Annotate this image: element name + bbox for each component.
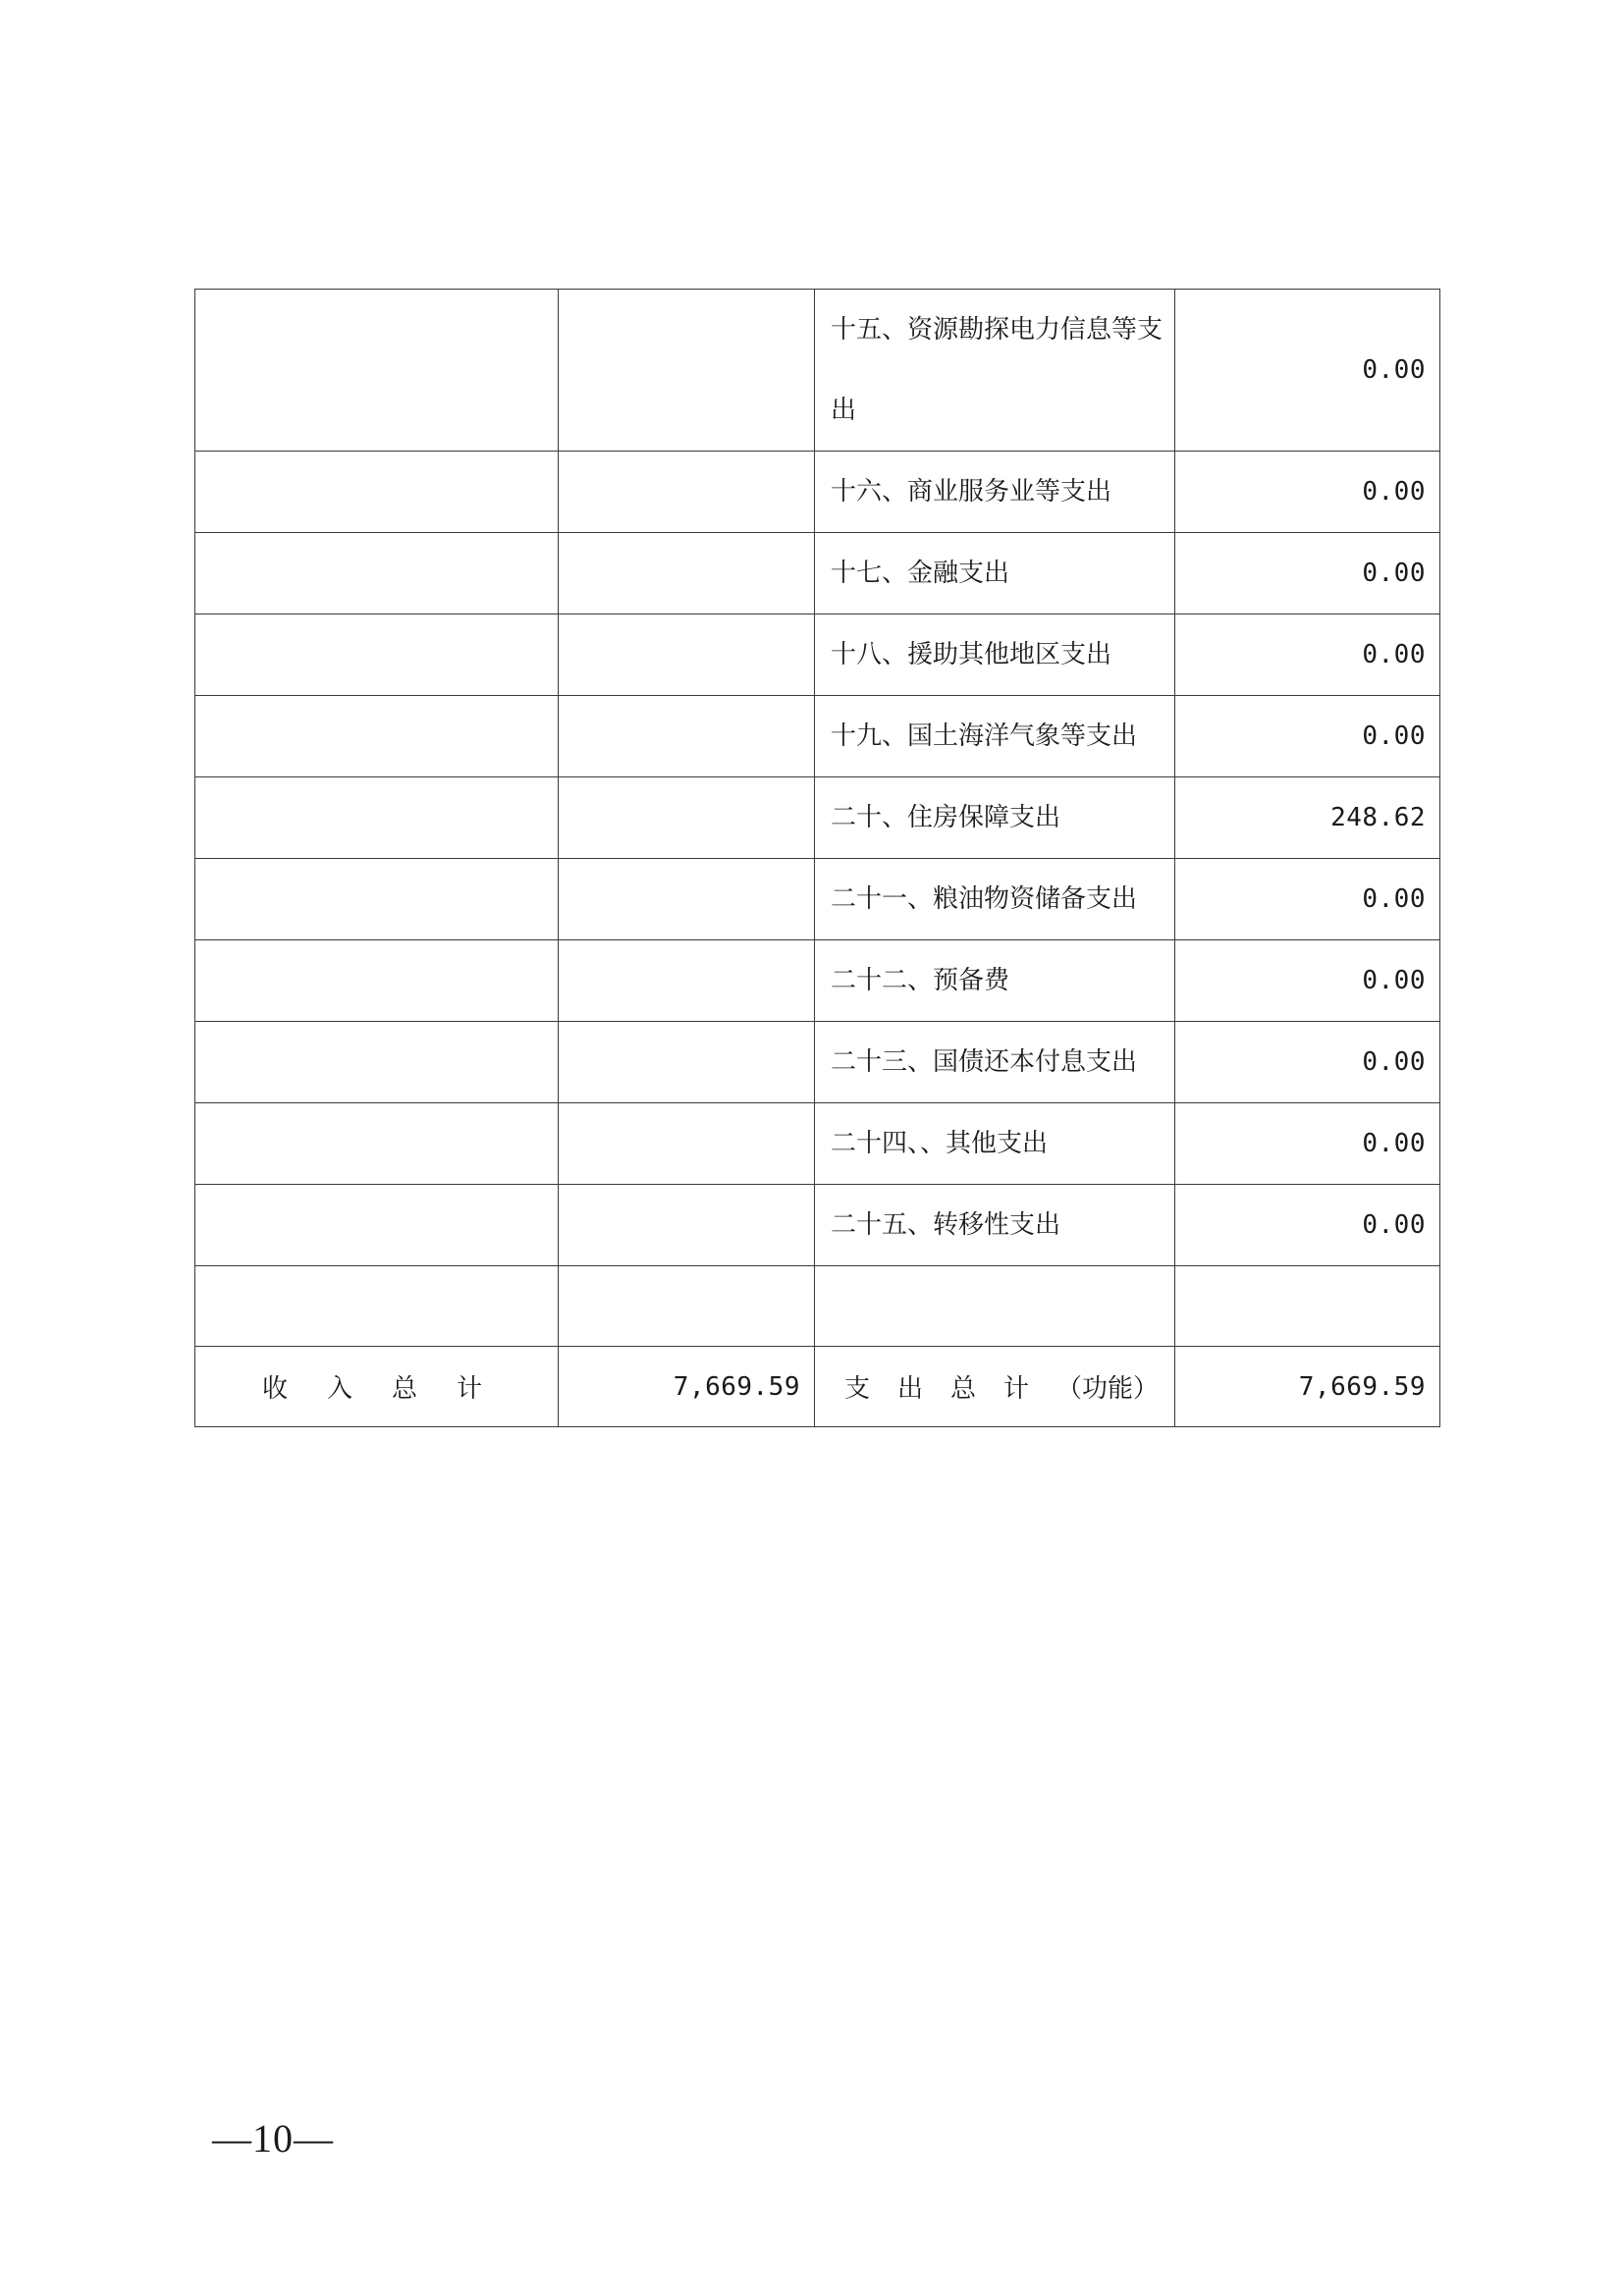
table-row	[195, 696, 1440, 777]
totals-row	[195, 1347, 1440, 1427]
expense-amount-cell: 0.00	[1175, 614, 1440, 696]
expense-item-cell: 二十、住房保障支出	[815, 777, 1175, 859]
expense-amount-cell: 0.00	[1175, 533, 1440, 614]
table-row	[195, 1022, 1440, 1103]
expense-total-label	[815, 1347, 1175, 1427]
income-item-cell	[195, 940, 559, 1022]
income-item-cell	[195, 1266, 559, 1347]
expense-item-cell: 二十五、转移性支出	[815, 1185, 1175, 1266]
expense-amount-cell	[1175, 1266, 1440, 1347]
income-item-cell	[195, 290, 559, 452]
income-amount-cell	[559, 940, 815, 1022]
income-amount-cell	[559, 290, 815, 452]
income-total-amount: 7,669.59	[559, 1347, 815, 1427]
table-row	[195, 452, 1440, 533]
income-item-cell	[195, 452, 559, 533]
income-amount-cell	[559, 777, 815, 859]
expense-item-cell: 十六、商业服务业等支出	[815, 452, 1175, 533]
expense-amount-cell: 0.00	[1175, 452, 1440, 533]
expense-item-cell	[815, 1266, 1175, 1347]
income-amount-cell	[559, 1266, 815, 1347]
table-row	[195, 533, 1440, 614]
income-amount-cell	[559, 452, 815, 533]
income-total-label: 收入总计	[195, 1347, 559, 1427]
expense-total-label-suffix: （功能）	[1056, 1374, 1160, 1404]
expense-item-cell: 十五、资源勘探电力信息等支出	[815, 290, 1175, 452]
table-row	[195, 290, 1440, 452]
income-item-cell	[195, 1022, 559, 1103]
table-row	[195, 1103, 1440, 1185]
table-row	[195, 1185, 1440, 1266]
expense-item-cell: 二十三、国债还本付息支出	[815, 1022, 1175, 1103]
expense-item-cell: 二十二、预备费	[815, 940, 1175, 1022]
table-row	[195, 940, 1440, 1022]
expense-item-cell: 十九、国土海洋气象等支出	[815, 696, 1175, 777]
income-amount-cell	[559, 696, 815, 777]
page-number: —10—	[212, 2116, 334, 2161]
income-item-cell	[195, 1185, 559, 1266]
expense-amount-cell: 0.00	[1175, 859, 1440, 940]
expense-item-cell: 二十一、粮油物资储备支出	[815, 859, 1175, 940]
income-amount-cell	[559, 533, 815, 614]
expense-item-cell: 二十四、、其他支出	[815, 1103, 1175, 1185]
expense-amount-cell: 248.62	[1175, 777, 1440, 859]
income-amount-cell	[559, 1185, 815, 1266]
expense-amount-cell: 0.00	[1175, 696, 1440, 777]
budget-table	[194, 289, 1440, 1427]
expense-item-cell: 十八、援助其他地区支出	[815, 614, 1175, 696]
income-amount-cell	[559, 1022, 815, 1103]
expense-amount-cell: 0.00	[1175, 1022, 1440, 1103]
income-item-cell	[195, 1103, 559, 1185]
table-row	[195, 777, 1440, 859]
table-row	[195, 859, 1440, 940]
income-amount-cell	[559, 859, 815, 940]
income-item-cell	[195, 696, 559, 777]
expense-total-amount: 7,669.59	[1175, 1347, 1440, 1427]
table-row	[195, 614, 1440, 696]
income-item-cell	[195, 777, 559, 859]
income-item-cell	[195, 859, 559, 940]
expense-item-cell: 十七、金融支出	[815, 533, 1175, 614]
income-item-cell	[195, 614, 559, 696]
income-item-cell	[195, 533, 559, 614]
expense-amount-cell: 0.00	[1175, 1185, 1440, 1266]
table-row-empty	[195, 1266, 1440, 1347]
expense-amount-cell: 0.00	[1175, 290, 1440, 452]
expense-amount-cell: 0.00	[1175, 1103, 1440, 1185]
expense-total-label-main: 支出总计	[844, 1374, 1057, 1404]
income-amount-cell	[559, 1103, 815, 1185]
income-amount-cell	[559, 614, 815, 696]
expense-amount-cell: 0.00	[1175, 940, 1440, 1022]
